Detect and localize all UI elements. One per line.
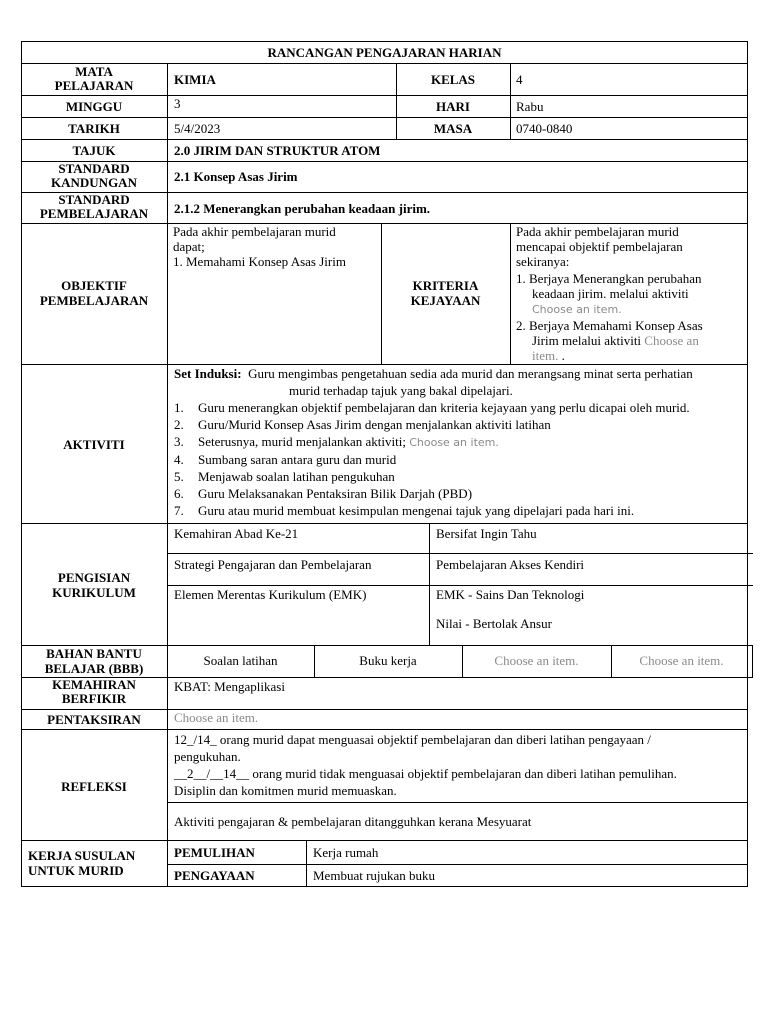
mata-pelajaran-value: KIMIA — [174, 72, 216, 87]
list-item: 4. Sumbang saran antara guru dan murid — [174, 452, 397, 467]
kurikulum-r1-left: Kemahiran Abad Ke-21 — [174, 526, 299, 541]
aktiviti-list — [174, 399, 690, 519]
bbb-item-1: Soalan latihan — [203, 653, 278, 668]
hari-value: Rabu — [516, 99, 544, 114]
masa-label: MASA — [433, 121, 473, 136]
rule — [510, 63, 511, 139]
list-item: 1. Guru menerangkan objektif pembelajaran dan kriteria kejayaan yang perlu dicapai oleh murid. — [174, 400, 690, 415]
hari-label: HARI — [436, 99, 470, 114]
list-item: 5. Menjawab soalan latihan pengukuhan — [174, 469, 395, 484]
kurikulum-label: PENGISIAN KURIKULUM — [52, 570, 136, 600]
kriteria-text: Pada akhir pembelajaran murid mencapai objektif pembelajaran sekiranya: 1. Berjaya Menerangkan perubahan keadaan jirim. melalui aktiviti Choose an item. 2. Berjaya Memahami Konsep Asas Jirim melalui aktiviti Choose an item. . — [516, 224, 703, 363]
set-induksi: Set Induksi: Guru mengimbas pengetahuan sedia ada murid dan merangsang minat serta perhatian murid terhadap tajuk yang bakal dipelajari. — [174, 366, 693, 398]
pentaksiran-choice-dropdown[interactable]: Choose an item. — [174, 710, 259, 725]
pemulihan-label: PEMULIHAN — [174, 845, 255, 860]
minggu-label: MINGGU — [65, 99, 123, 114]
pemulihan-value: Kerja rumah — [313, 845, 379, 860]
mata-pelajaran-label: MATA PELAJARAN — [54, 64, 134, 93]
rule — [21, 139, 748, 140]
rule — [167, 63, 168, 886]
tarikh-label: TARIKH — [68, 121, 120, 136]
masa-value: 0740-0840 — [516, 121, 573, 136]
kriteria-choice-dropdown-2[interactable]: Choose an — [644, 333, 699, 348]
rule — [21, 117, 748, 118]
rule — [306, 840, 307, 886]
tarikh-value: 5/4/2023 — [174, 121, 221, 136]
rule — [167, 802, 748, 803]
form-title: RANCANGAN PENGAJARAN HARIAN — [267, 45, 502, 60]
aktiviti-label: AKTIVITI — [63, 437, 125, 452]
kemahiran-label: KEMAHIRAN BERFIKIR — [52, 677, 136, 706]
standard-pembelajaran-label: STANDARD PEMBELAJARAN — [39, 192, 149, 221]
kriteria-label: KRITERIA KEJAYAAN — [410, 278, 481, 308]
rule — [21, 840, 748, 841]
aktiviti-choice-dropdown[interactable]: Choose an item. — [409, 436, 499, 449]
pengayaan-value: Membuat rujukan buku — [313, 868, 436, 883]
minggu-value: 3 — [174, 96, 181, 111]
bbb-choice-dropdown-2[interactable]: Choose an item. — [639, 653, 724, 668]
kriteria-choice-dropdown-2b[interactable]: item. — [532, 348, 559, 363]
tajuk-value: 2.0 JIRIM DAN STRUKTUR ATOM — [174, 143, 381, 158]
rule — [752, 645, 753, 677]
list-item: 6. Guru Melaksanakan Pentaksiran Bilik Darjah (PBD) — [174, 486, 473, 501]
objektif-label: OBJEKTIF PEMBELAJARAN — [39, 278, 149, 308]
kelas-value: 4 — [516, 72, 523, 87]
standard-pembelajaran-value: 2.1.2 Menerangkan perubahan keadaan jirim. — [174, 201, 431, 216]
rule — [21, 95, 748, 96]
kemahiran-value: KBAT: Mengaplikasi — [174, 679, 285, 694]
list-item: 7. Guru atau murid membuat kesimpulan mengenai tajuk yang dipelajari pada hari ini. — [174, 503, 635, 518]
refleksi-note: Aktiviti pengajaran & pembelajaran ditangguhkan kerana Mesyuarat — [174, 814, 532, 829]
rule — [21, 729, 748, 730]
bbb-label: BAHAN BANTU BELAJAR (BBB) — [44, 646, 144, 676]
standard-kandungan-value: 2.1 Konsep Asas Jirim — [174, 169, 298, 184]
bbb-choice-dropdown-1[interactable]: Choose an item. — [494, 653, 579, 668]
rule — [21, 523, 748, 524]
susulan-label: KERJA SUSULAN UNTUK MURID — [28, 848, 136, 878]
rule — [429, 523, 430, 645]
refleksi-text: 12_/14_ orang murid dapat menguasai objektif pembelajaran dan diberi latihan pengayaan / pengukuhan. __2__/__14__ orang murid tidak menguasai objektif pembelajaran dan diberi latihan pemulihan. Disiplin dan komitmen murid memuaskan. — [174, 732, 677, 798]
objektif-text: Pada akhir pembelajaran murid dapat; 1. Memahami Konsep Asas Jirim — [173, 224, 346, 269]
pengayaan-label: PENGAYAAN — [174, 868, 255, 883]
rule — [167, 553, 753, 554]
rule — [21, 63, 748, 64]
kurikulum-r3-left: Elemen Merentas Kurikulum (EMK) — [174, 587, 367, 602]
standard-kandungan-label: STANDARD KANDUNGAN — [51, 161, 137, 190]
kurikulum-r2-left: Strategi Pengajaran dan Pembelajaran — [174, 557, 372, 572]
rule — [21, 886, 748, 887]
kurikulum-r2-right: Pembelajaran Akses Kendiri — [436, 557, 585, 572]
rule — [167, 585, 753, 586]
kurikulum-r3-right-a: EMK - Sains Dan Teknologi — [436, 587, 585, 602]
rule — [510, 223, 511, 364]
rule — [21, 709, 748, 710]
pentaksiran-label: PENTAKSIRAN — [47, 712, 141, 727]
bbb-item-2: Buku kerja — [359, 653, 417, 668]
kelas-label: KELAS — [430, 72, 476, 87]
list-item: 2. Guru/Murid Konsep Asas Jirim dengan menjalankan aktiviti latihan — [174, 417, 551, 432]
tajuk-label: TAJUK — [72, 143, 116, 158]
kurikulum-r3-right-b: Nilai - Bertolak Ansur — [436, 616, 552, 631]
kurikulum-r1-right: Bersifat Ingin Tahu — [436, 526, 537, 541]
refleksi-label: REFLEKSI — [61, 779, 127, 794]
list-item: 3. Seterusnya, murid menjalankan aktiviti; Choose an item. — [174, 434, 499, 449]
rule — [167, 864, 748, 865]
kriteria-choice-dropdown[interactable]: Choose an item. — [532, 303, 622, 316]
